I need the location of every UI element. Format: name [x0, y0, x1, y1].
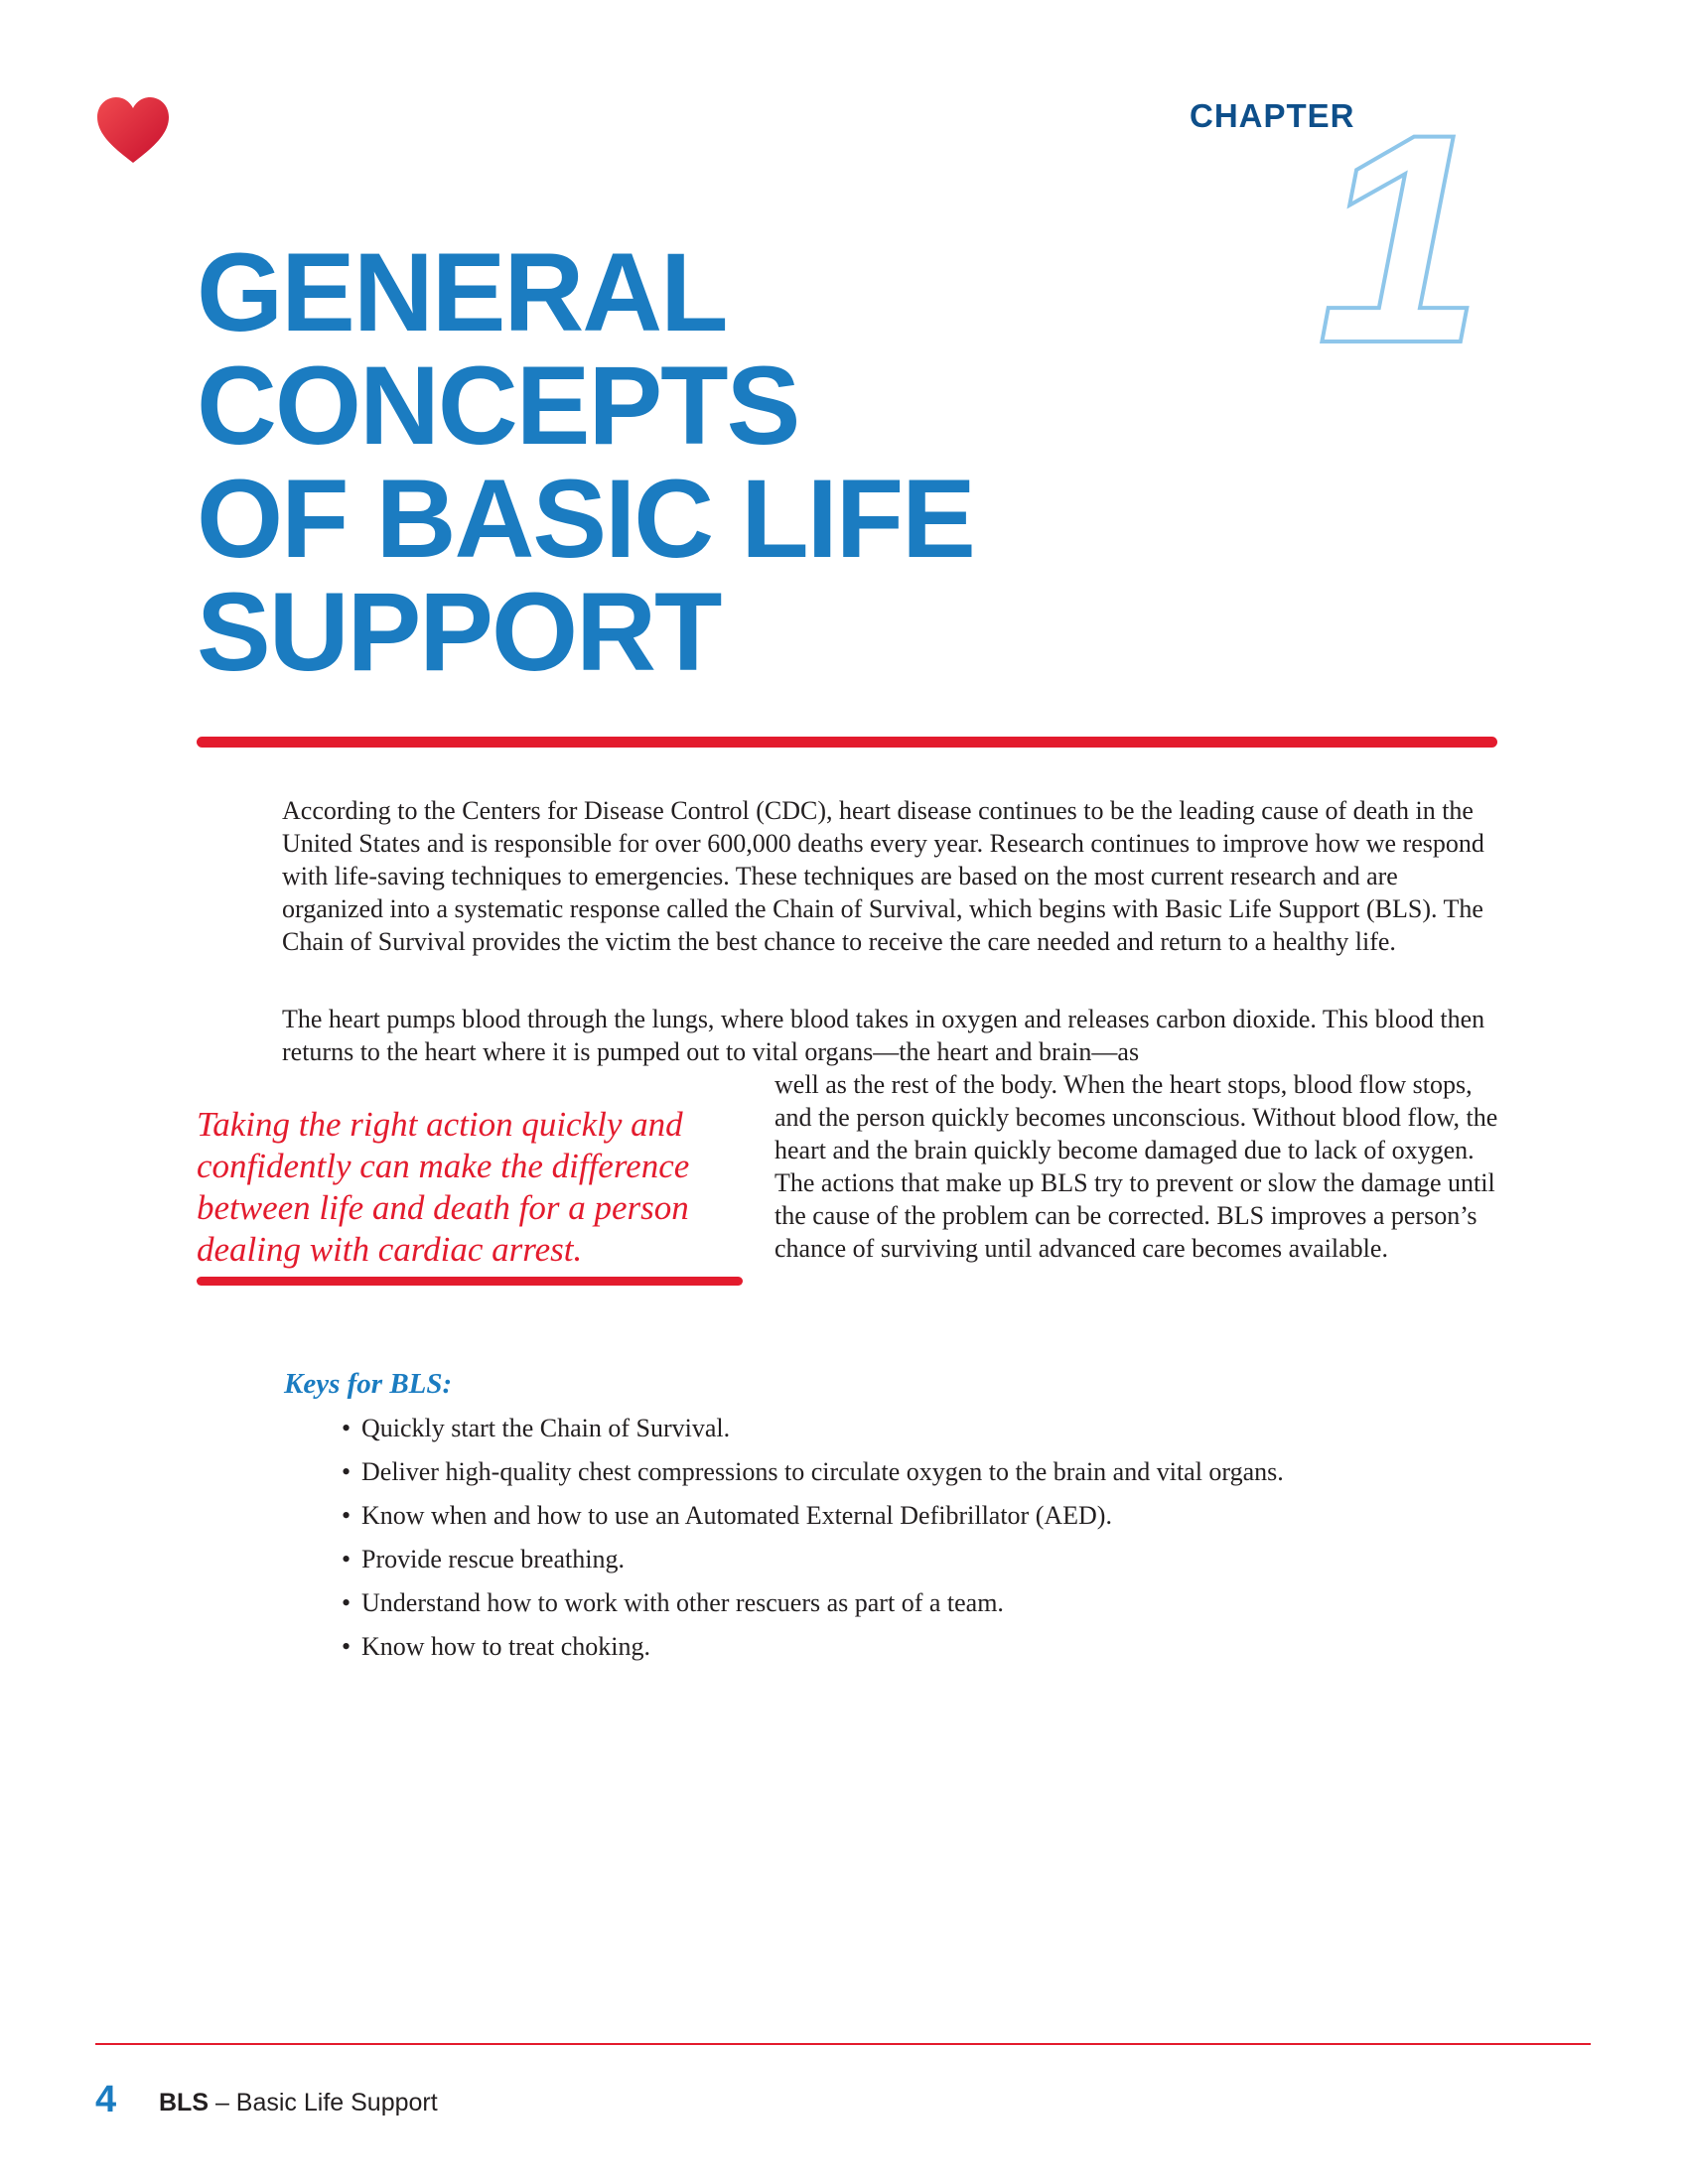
heart-paragraph-continued: well as the rest of the body. When the heart stops, blood flow stops, and the person quickly becomes unconscious. Without blood flow, the heart and the brain quickly become damaged due to lack of oxygen. The actions that make up BLS try to prevent or slow the damage until the cause of the problem can be corrected. BLS improves a person’s chance of surviving until advanced care becomes available.	[774, 1070, 1498, 1263]
list-item	[342, 1630, 1533, 1674]
footer-book-short: BLS	[159, 2089, 209, 2116]
footer-book-title	[159, 2089, 438, 2117]
chapter-label: CHAPTER	[1190, 97, 1355, 134]
heart-paragraph-start: The heart pumps blood through the lungs, where blood takes in oxygen and releases carbon dioxide. This blood then returns to the heart where it is pumped out to vital organs—the heart and brain—as	[282, 1005, 1485, 1066]
footer-divider	[95, 2043, 1591, 2045]
list-item-text: Deliver high-quality chest compressions to circulate oxygen to the brain and vital organs.	[361, 1457, 1284, 1486]
list-item-text: Understand how to work with other rescuers as part of a team.	[361, 1588, 1004, 1617]
pull-quote: Taking the right action quickly and confidently can make the difference between life and death for a person dealing with cardiac arrest.	[197, 1105, 690, 1269]
list-item	[342, 1455, 1533, 1499]
title-line: GENERAL	[197, 230, 727, 354]
bullet: •	[342, 1501, 352, 1530]
bullet: •	[342, 1457, 352, 1486]
heart-logo-icon	[95, 95, 171, 165]
keys-list	[342, 1412, 1533, 1674]
list-item	[342, 1543, 1533, 1586]
chapter-number	[1311, 91, 1489, 359]
list-item-text: Provide rescue breathing.	[361, 1545, 625, 1573]
title-line: CONCEPTS	[197, 343, 799, 468]
chapter-number-text: 1	[1317, 91, 1483, 359]
bullet: •	[342, 1414, 352, 1442]
intro-paragraph: According to the Centers for Disease Control (CDC), heart disease continues to be the leading cause of death in the United States and is responsible for over 600,000 deaths every year. Research continues to improve how we respond with life-saving techniques to emergencies. These techniques are based on the most current research and are organized into a systematic response called the Chain of Survival, which begins with Basic Life Support (BLS). The Chain of Survival provides the victim the best chance to receive the care needed and return to a healthy life.	[282, 796, 1484, 956]
pull-quote-divider	[197, 1277, 743, 1286]
list-item-text: Know when and how to use an Automated External Defibrillator (AED).	[361, 1501, 1112, 1530]
title-line: OF BASIC LIFE	[197, 457, 974, 581]
list-item	[342, 1412, 1533, 1455]
page-number: 4	[95, 2079, 117, 2120]
bullet: •	[342, 1545, 352, 1573]
keys-heading: Keys for BLS:	[284, 1368, 453, 1400]
list-item-text: Quickly start the Chain of Survival.	[361, 1414, 731, 1442]
list-item	[342, 1499, 1533, 1543]
title-divider	[197, 737, 1497, 748]
list-item	[342, 1586, 1533, 1630]
footer-book-rest: – Basic Life Support	[209, 2089, 438, 2116]
title-line: SUPPORT	[197, 570, 721, 694]
bullet: •	[342, 1588, 352, 1617]
bullet: •	[342, 1632, 352, 1661]
chapter-title	[197, 230, 1190, 694]
list-item-text: Know how to treat choking.	[361, 1632, 651, 1661]
